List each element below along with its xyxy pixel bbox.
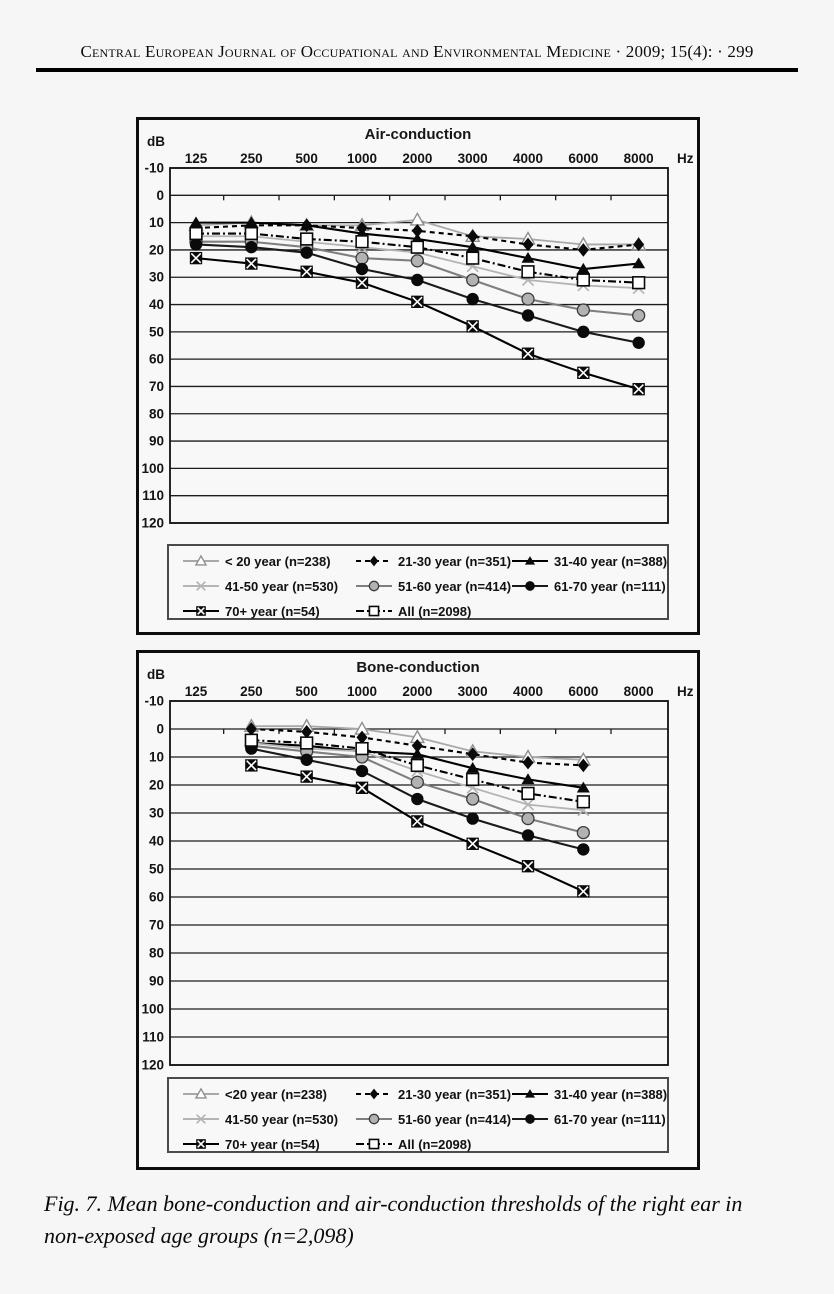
gray-circle-marker (369, 581, 378, 590)
y-tick-label: 110 (142, 488, 164, 504)
legend-item (355, 1134, 471, 1154)
air-conduction-legend (167, 544, 669, 620)
caption-line-1: Fig. 7. Mean bone-conduction and air-conduction thresholds of the right ear in (44, 1191, 743, 1216)
y-tick-label: 80 (148, 406, 164, 422)
y-axis-unit-label: dB (147, 134, 165, 149)
open-square-marker (369, 1139, 378, 1148)
x-tick-label: 125 (184, 151, 208, 166)
x-tick-label: 250 (240, 151, 263, 166)
black-circle-marker (245, 241, 257, 253)
black-circle-marker (525, 1114, 535, 1124)
x-tick-label: 3000 (457, 151, 488, 166)
open-square-marker (301, 233, 313, 245)
y-tick-label: 100 (141, 460, 164, 476)
black-circle-marker (466, 293, 478, 305)
legend-item (182, 576, 338, 596)
air-conduction-plot (139, 120, 697, 544)
air-chart-title: Air-conduction (364, 126, 472, 143)
legend-item (182, 551, 331, 571)
legend-label: 51-60 year (n=414) (398, 1111, 512, 1127)
y-tick-label: 100 (141, 1001, 164, 1017)
x-tick-label: 8000 (623, 151, 654, 166)
y-tick-label: 40 (148, 833, 164, 849)
legend-label: 70+ year (n=54) (225, 603, 320, 619)
x-tick-label: 6000 (568, 684, 599, 699)
y-tick-label: -10 (144, 160, 164, 176)
open-square-marker (577, 274, 589, 286)
caption-line-2: non-exposed age groups (n=2,098) (44, 1222, 354, 1248)
black-circle-marker (522, 829, 534, 841)
y-tick-label: 0 (156, 187, 164, 203)
x-tick-label: 500 (295, 151, 318, 166)
black-circle-marker (632, 337, 644, 349)
legend-key-sample (511, 1111, 549, 1127)
y-tick-label: 0 (156, 721, 164, 737)
legend-label: All (n=2098) (398, 1136, 472, 1152)
legend-item (511, 1109, 666, 1129)
air-conduction-figure (136, 117, 700, 635)
x-tick-label: 2000 (402, 151, 433, 166)
legend-key-sample (182, 553, 220, 569)
gray-circle-marker (522, 813, 534, 825)
diamond-marker (467, 747, 478, 761)
legend-label: 70+ year (n=54) (225, 1136, 320, 1152)
bone-conduction-figure (136, 650, 700, 1170)
black-circle-marker (356, 765, 368, 777)
black-circle-marker (300, 754, 312, 766)
open-square-marker (301, 737, 313, 749)
y-tick-label: 50 (148, 324, 164, 340)
x-tick-label: 4000 (512, 151, 544, 166)
black-circle-marker (300, 246, 312, 258)
y-tick-label: 40 (148, 297, 164, 313)
bone-conduction-legend (167, 1077, 669, 1153)
x-tick-label: 2000 (402, 684, 433, 699)
legend-item (511, 551, 667, 571)
y-tick-label: 80 (148, 945, 164, 961)
bone-chart-title: Bone-conduction (356, 659, 480, 676)
black-circle-marker (577, 843, 589, 855)
y-tick-label: -10 (144, 693, 164, 709)
legend-item (182, 1084, 327, 1104)
x-tick-label: 1000 (346, 151, 378, 166)
gray-circle-marker (467, 274, 479, 286)
legend-key-sample (182, 1111, 220, 1127)
black-circle-marker (411, 793, 423, 805)
bone-conduction-plot (139, 653, 697, 1077)
open-square-marker (369, 606, 378, 615)
open-square-marker (522, 266, 534, 278)
legend-label: 41-50 year (n=530) (225, 1111, 339, 1127)
gray-circle-marker (356, 252, 368, 264)
x-tick-label: 1000 (346, 684, 378, 699)
x-tick-label: 3000 (457, 684, 488, 699)
y-tick-label: 20 (148, 777, 164, 793)
legend-item (182, 1109, 338, 1129)
legend-label: 31-40 year (n=388) (554, 1086, 668, 1102)
y-tick-label: 120 (141, 1057, 164, 1073)
y-tick-label: 90 (148, 973, 164, 989)
y-axis-unit-label: dB (147, 667, 165, 682)
legend-label: 61-70 year (n=111) (554, 578, 666, 594)
open-triangle-marker (411, 213, 424, 225)
y-tick-label: 60 (148, 351, 164, 367)
open-square-marker (190, 228, 202, 240)
black-circle-marker (356, 263, 368, 275)
y-tick-label: 30 (148, 269, 164, 285)
black-circle-marker (522, 309, 534, 321)
x-tick-label: 4000 (512, 684, 544, 699)
legend-key-sample (511, 578, 549, 594)
open-square-marker (577, 796, 589, 808)
x-axis-unit-label: Hz (677, 684, 694, 699)
gray-circle-marker (411, 255, 423, 267)
open-square-marker (356, 743, 368, 755)
legend-key-sample (511, 1086, 549, 1102)
legend-label: 21-30 year (n=351) (398, 1086, 512, 1102)
y-tick-label: 70 (148, 378, 164, 394)
legend-label: 21-30 year (n=351) (398, 553, 512, 569)
y-tick-label: 110 (142, 1029, 164, 1045)
triangle-marker (632, 257, 645, 268)
legend-item (355, 1109, 511, 1129)
legend-key-sample (182, 603, 220, 619)
open-square-marker (411, 241, 423, 253)
gray-circle-marker (577, 827, 589, 839)
x-tick-label: 125 (184, 684, 208, 699)
legend-item (511, 1084, 667, 1104)
legend-item (355, 601, 471, 621)
legend-key-sample (355, 1111, 393, 1127)
x-tick-label: 250 (240, 684, 263, 699)
legend-key-sample (355, 1136, 393, 1152)
y-tick-label: 10 (148, 749, 164, 765)
x-tick-label: 8000 (623, 684, 654, 699)
legend-item (355, 551, 511, 571)
x-tick-label: 6000 (568, 151, 599, 166)
open-square-marker (245, 228, 257, 240)
black-circle-marker (411, 274, 423, 286)
legend-item (355, 1084, 511, 1104)
legend-item (182, 601, 320, 621)
y-tick-label: 50 (148, 861, 164, 877)
legend-key-sample (511, 553, 549, 569)
gray-circle-marker (369, 1114, 378, 1123)
open-square-marker (522, 788, 534, 800)
journal-header: Central European Journal of Occupational and Environmental Medicine · 2009; 15(4): · 299 (80, 42, 754, 61)
gray-circle-marker (633, 309, 645, 321)
open-square-marker (467, 252, 479, 264)
legend-item (182, 1134, 320, 1154)
header-rule (36, 68, 798, 72)
open-square-marker (633, 277, 645, 289)
x-axis-unit-label: Hz (677, 151, 694, 166)
y-tick-label: 70 (148, 917, 164, 933)
legend-item (511, 576, 666, 596)
y-tick-label: 10 (148, 215, 164, 231)
legend-key-sample (182, 1086, 220, 1102)
y-tick-label: 20 (148, 242, 164, 258)
legend-key-sample (182, 578, 220, 594)
legend-label: 51-60 year (n=414) (398, 578, 512, 594)
series-6 (190, 252, 645, 395)
legend-key-sample (182, 1136, 220, 1152)
legend-label: 61-70 year (n=111) (554, 1111, 666, 1127)
legend-item (355, 576, 511, 596)
y-tick-label: 60 (148, 889, 164, 905)
gray-circle-marker (467, 793, 479, 805)
legend-key-sample (355, 603, 393, 619)
legend-label: < 20 year (n=238) (225, 553, 331, 569)
legend-key-sample (355, 1086, 393, 1102)
diamond-marker (370, 556, 379, 567)
y-tick-label: 90 (148, 433, 164, 449)
open-square-marker (245, 734, 257, 746)
open-square-marker (467, 774, 479, 786)
diamond-marker (370, 1089, 379, 1100)
black-circle-marker (577, 326, 589, 338)
y-tick-label: 120 (141, 515, 164, 531)
gray-circle-marker (577, 304, 589, 316)
legend-label: 41-50 year (n=530) (225, 578, 339, 594)
open-square-marker (356, 236, 368, 248)
gray-circle-marker (411, 776, 423, 788)
legend-label: All (n=2098) (398, 603, 472, 619)
legend-label: 31-40 year (n=388) (554, 553, 668, 569)
legend-key-sample (355, 553, 393, 569)
figure-caption (44, 1188, 810, 1252)
y-tick-label: 30 (148, 805, 164, 821)
legend-label: <20 year (n=238) (225, 1086, 327, 1102)
black-circle-marker (525, 581, 535, 591)
x-tick-label: 500 (295, 684, 318, 699)
gray-circle-marker (522, 293, 534, 305)
open-square-marker (411, 760, 423, 772)
black-circle-marker (466, 812, 478, 824)
legend-key-sample (355, 578, 393, 594)
